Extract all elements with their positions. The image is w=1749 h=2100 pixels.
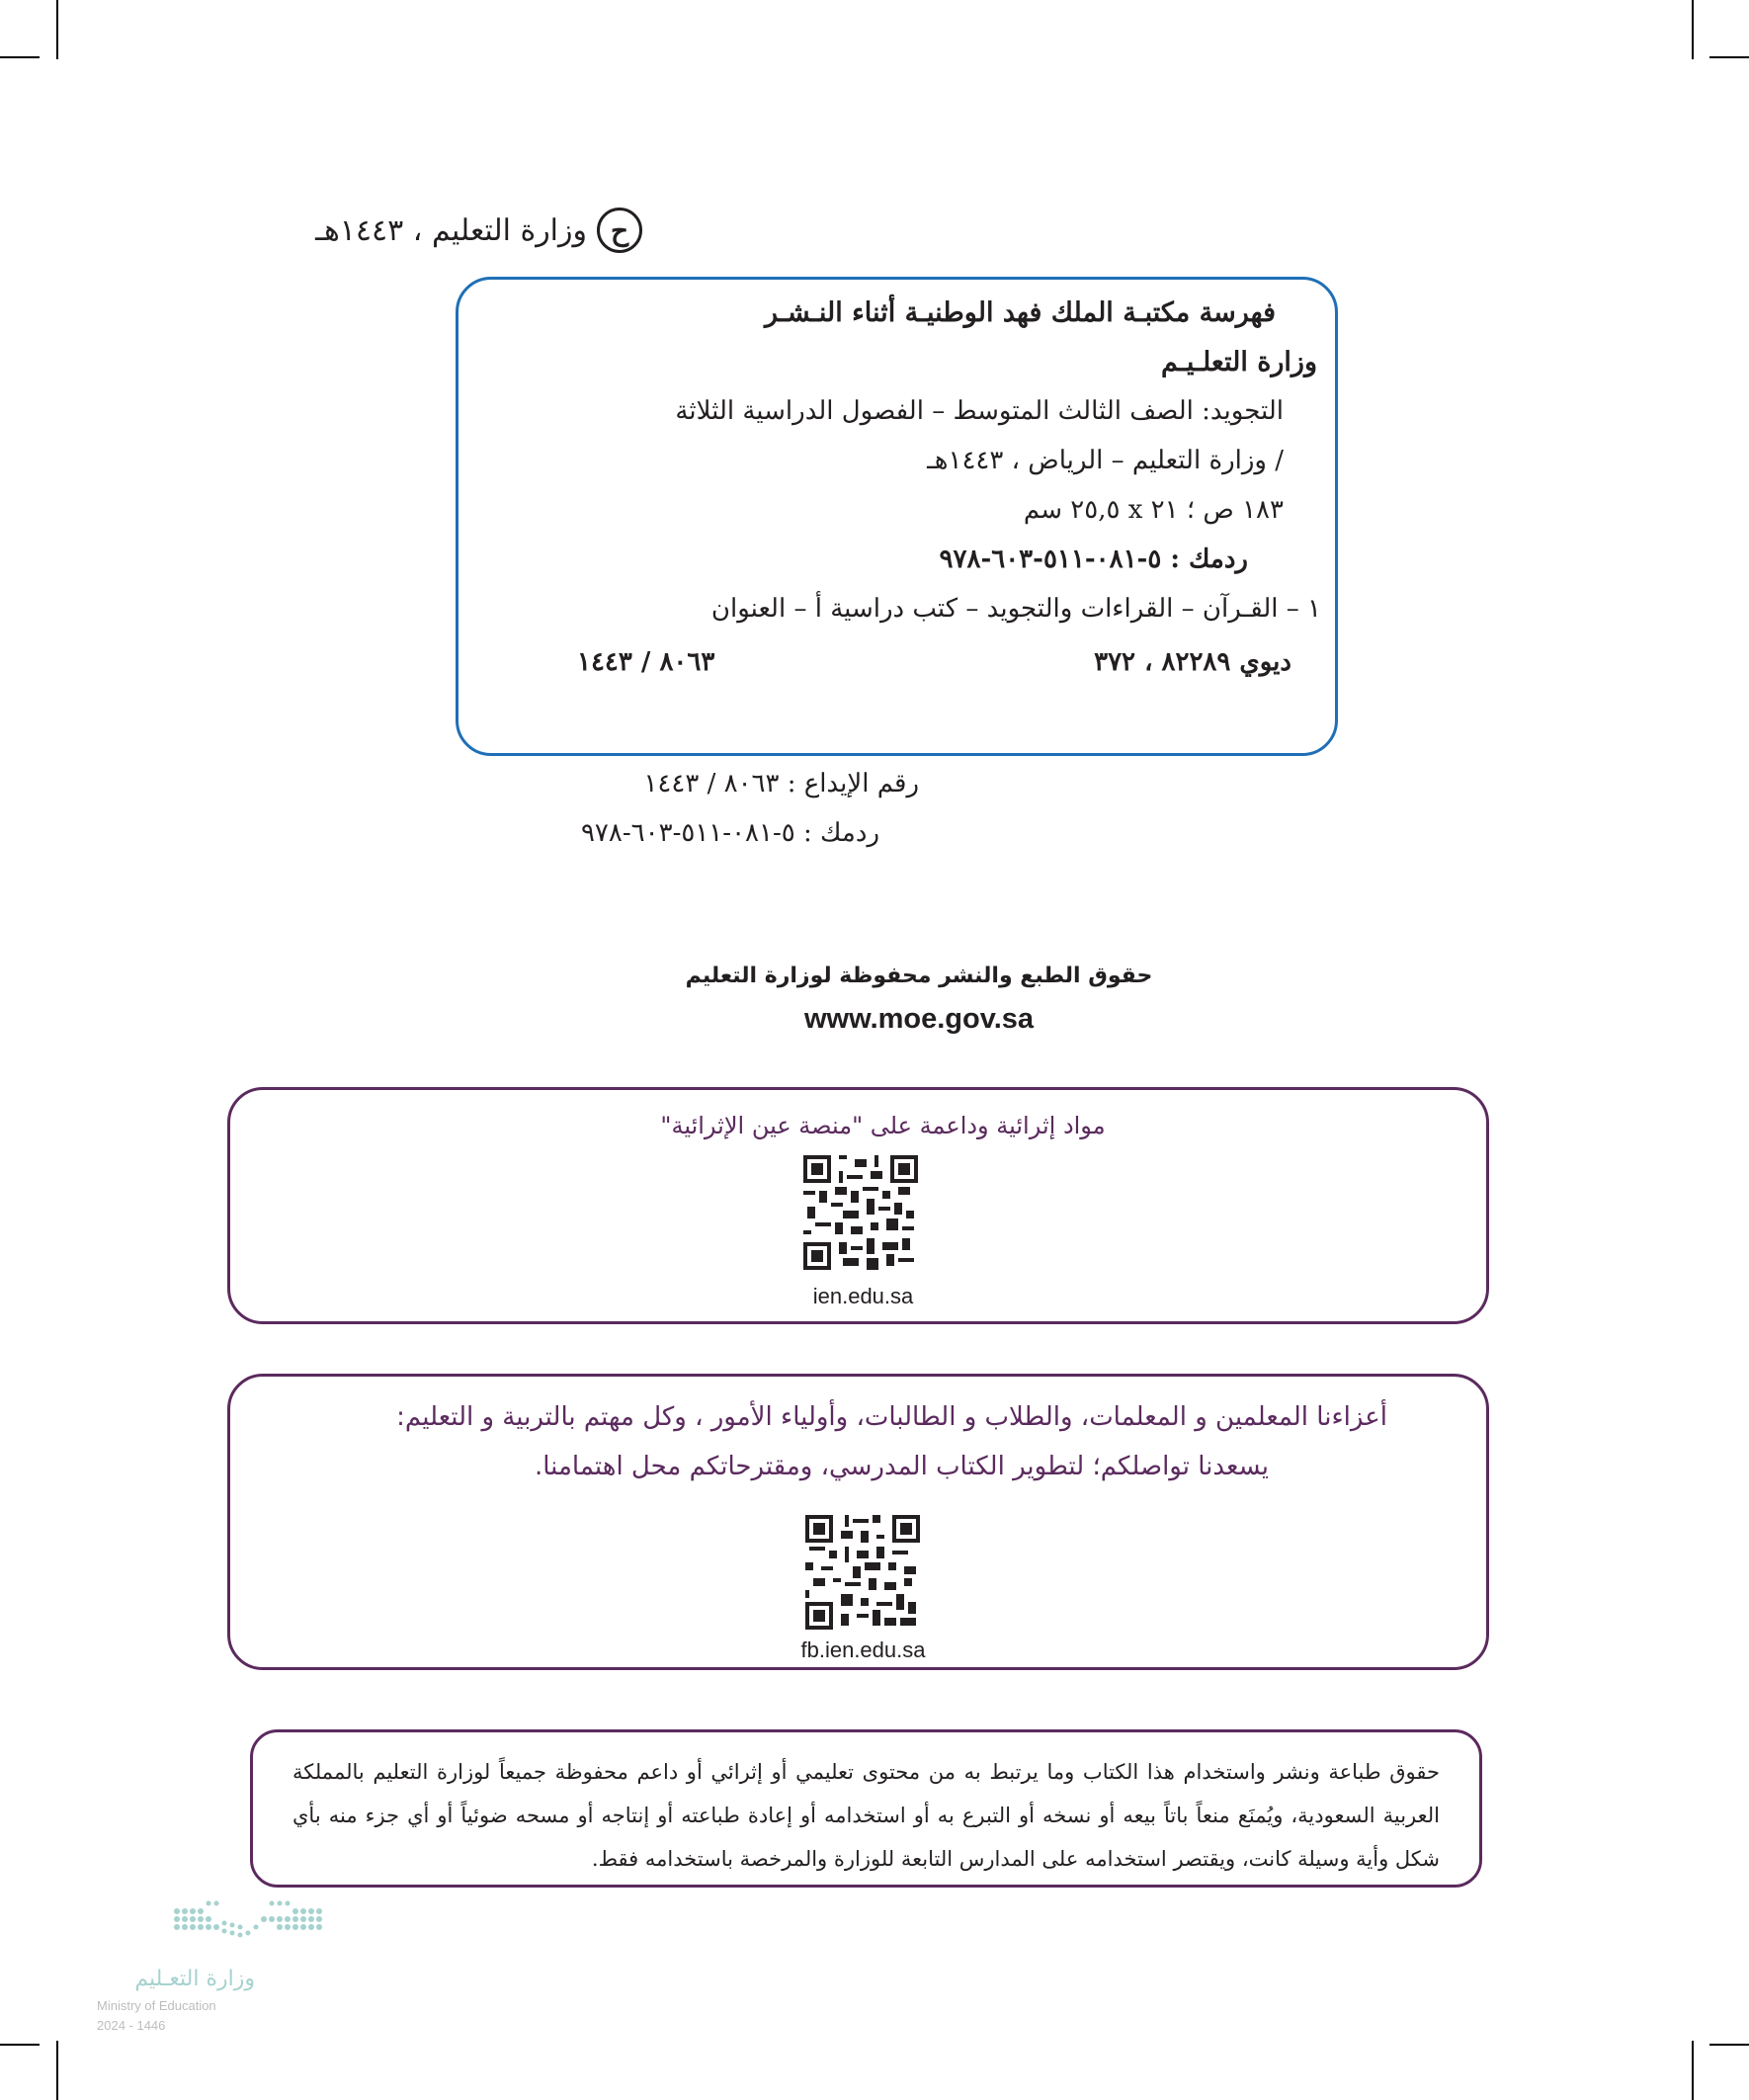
deposit-number: رقم الإيداع : ٨٠٦٣ / ١٤٤٣ [643,769,919,798]
catalog-title: فهرسة مكتبـة الملك فهد الوطنيـة أثناء النـشـر [765,297,1276,328]
crop-mark [56,0,58,59]
rights-statement: حقوق الطبع والنشر محفوظة لوزارة التعليم [685,964,1153,988]
website-link[interactable]: www.moe.gov.sa [803,1003,1035,1035]
ministry-logo-year: 2024 - 1446 [97,2018,166,2033]
catalog-subjects: ١ – القـرآن – القراءات والتجويد – كتب دراسية أ – العنوان [710,594,1321,624]
isbn-number: ردمك : ٥-٠٨١-٥١١-٦٠٣-٩٧٨ [580,818,879,848]
crop-mark [56,2041,58,2100]
ien-box [227,1087,1489,1324]
catalog-line-1: التجويد: الصف الثالث المتوسط – الفصول الدراسية الثلاثة [675,396,1284,426]
copyright-symbol: ح [597,208,642,253]
feedback-line-2: يسعدنا تواصلكم؛ لتطوير الكتاب المدرسي، ومقترحاتكم محل اهتمامنا. [534,1452,1269,1481]
feedback-line-1: أعزاءنا المعلمين و المعلمات، والطلاب و الطالبات، وأولياء الأمور ، وكل مهتم بالتربية و التعليم: [396,1402,1387,1432]
catalog-author: وزارة التعلـيـم [1161,347,1317,378]
ministry-logo-dots-icon [171,1897,324,1945]
copyright-line [49,208,642,253]
qr-code-icon[interactable] [805,1515,920,1630]
copyright-text: وزارة التعليم ، ١٤٤٣هـ [315,212,587,248]
qr-code-icon[interactable] [803,1155,918,1270]
catalog-deposit: ٨٠٦٣ / ١٤٤٣ [577,647,715,677]
catalog-line-2: / وزارة التعليم – الرياض ، ١٤٤٣هـ [927,446,1284,475]
catalog-dewey: ديوي ٨٢٢٨٩ ، ٣٧٢ [1094,647,1291,677]
ministry-logo-english: Ministry of Education [97,1998,216,2013]
ministry-logo-arabic: وزارة التعـليم [134,1967,255,1991]
catalog-box [456,277,1338,756]
catalog-isbn: ردمك : ٥-٠٨١-٥١١-٦٠٣-٩٧٨ [939,545,1248,574]
legal-notice: حقوق طباعة ونشر واستخدام هذا الكتاب وما يرتبط به من محتوى تعليمي أو إثرائي أو داعم محفوظة جميعاً لوزارة التعليم بالمملكة العربية السعودية، ويُمنَع منعاً باتاً بيعه أو نسخه أو التبرع به أو استخدامه أو إعادة طباعته أو إنتاجه أو مسحه ضوئياً أو أي جزء منه بأي شكل وأية وسيلة كانت، ويقتصر استخدامه على المدارس التابعة للوزارة والمرخصة باستخدامه فقط. [292,1760,1440,1871]
crop-mark [0,2044,40,2046]
ien-title: مواد إثرائية وداعمة على "منصة عين الإثرائية" [660,1112,1106,1139]
feedback-box [227,1374,1489,1670]
ien-url[interactable]: ien.edu.sa [812,1284,914,1308]
crop-mark [1692,0,1694,59]
catalog-line-3: ١٨٣ ص ؛ ٢١ x ٢٥,٥ سم [1023,495,1284,525]
ministry-logo [97,1897,334,2036]
feedback-url[interactable]: fb.ien.edu.sa [800,1638,926,1662]
crop-mark [1692,2041,1694,2100]
crop-mark [1709,2044,1749,2046]
crop-mark [0,56,40,58]
crop-mark [1709,56,1749,58]
legal-box [250,1729,1482,1888]
